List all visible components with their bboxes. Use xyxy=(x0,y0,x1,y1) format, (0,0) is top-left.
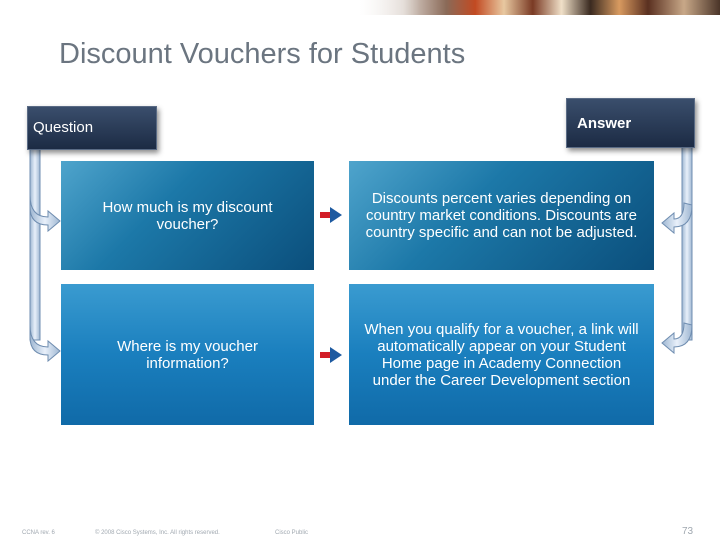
right-connector-arrows-icon xyxy=(654,145,696,365)
page-number: 73 xyxy=(682,526,694,537)
question-box-2 xyxy=(61,284,314,425)
question-box-1 xyxy=(61,161,314,270)
answer-tab-label: Answer xyxy=(577,115,632,132)
left-connector-arrows-icon xyxy=(26,145,66,365)
answer-text-2: When you qualify for a voucher, a link will automatically appear on your Student Home page in Academy Connection under the Career Development section xyxy=(364,320,639,389)
right-arrow-icon xyxy=(320,207,342,223)
question-text-1: How much is my discount voucher? xyxy=(102,198,273,233)
question-tab-label: Question xyxy=(33,119,94,136)
footer-classification: Cisco Public xyxy=(275,530,309,536)
question-tab xyxy=(27,106,157,150)
answer-text-1: Discounts percent varies depending on country market conditions. Discounts are country specific and can not be adjusted. xyxy=(365,190,638,241)
footer-copyright: © 2008 Cisco Systems, Inc. All rights reserved. xyxy=(95,530,220,536)
answer-box-2 xyxy=(349,284,654,425)
right-arrow-icon xyxy=(320,347,342,363)
header-fade xyxy=(0,0,420,15)
page-title: Discount Vouchers for Students xyxy=(59,38,466,70)
footer-course: CCNA rev. 6 xyxy=(22,530,55,536)
answer-box-1 xyxy=(349,161,654,270)
answer-tab xyxy=(566,98,695,148)
question-text-2: Where is my voucher information? xyxy=(117,337,258,372)
